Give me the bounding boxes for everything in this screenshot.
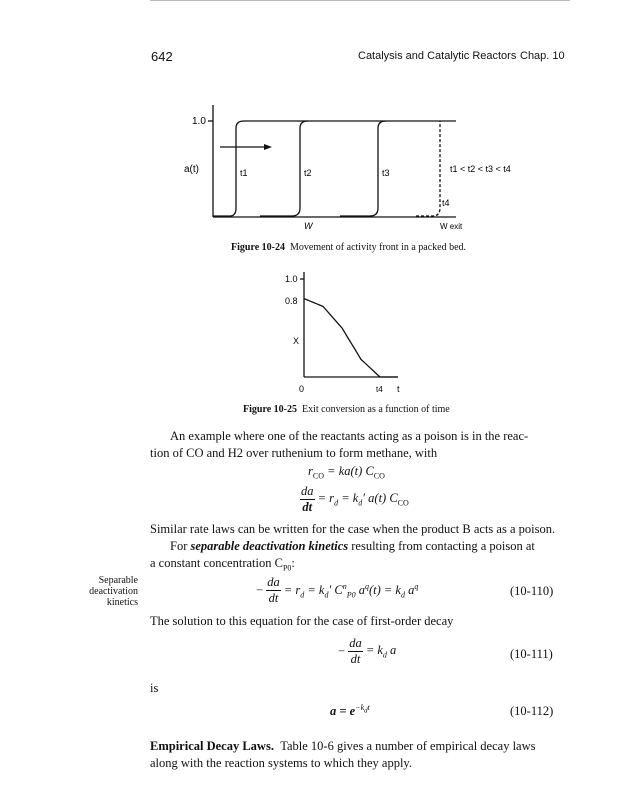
fig25-conversion-curve [304, 299, 398, 377]
fig25-x-label: t [397, 384, 400, 394]
eq-number-111: (10-111) [510, 647, 553, 661]
empirical-line1: Empirical Decay Laws. Table 10-6 gives a number of empirical decay laws [150, 739, 536, 753]
fig25-caption-label: Figure 10-25 [243, 404, 297, 415]
fig24-caption [231, 242, 466, 253]
top-rule [150, 0, 570, 1]
fig24-curve-t1 [213, 121, 456, 216]
empirical-heading: Empirical Decay Laws. [150, 739, 274, 753]
fig24-y-label: a(t) [184, 164, 199, 175]
fig25-y-tick-08: 0.8 [285, 296, 298, 306]
paragraph-1 [150, 428, 558, 462]
separable-kinetics-term: separable deactivation kinetics [190, 539, 349, 553]
running-title: Catalysis and Catalytic Reactors [358, 50, 517, 62]
fig24-label-t3: t3 [382, 168, 390, 178]
chapter-label: Chap. 10 [520, 50, 565, 62]
fig25-caption-text: Exit conversion as a function of time [301, 404, 450, 415]
equation-dadt: $\frac{da}{dt}$ = $r_d = k_d'$ a(t) $C_{CO}$ [301, 484, 409, 514]
eq-number-112: (10-112) [510, 704, 554, 718]
word-is: is [150, 681, 159, 695]
equation-10-111: − $\frac{da}{dt}$ = $k_d$ a [338, 636, 397, 666]
paragraph-2: Similar rate laws can be written for the case when the product B acts as a poison. [150, 522, 556, 536]
fig24-caption-label: Figure 10-24 [231, 242, 285, 253]
figure-10-25 [280, 268, 410, 398]
fig25-x-t4: t4 [376, 385, 383, 394]
fig24-caption-text: Movement of activity front in a packed bed. [289, 242, 467, 253]
fig24-inequality: t1 < t2 < t3 < t4 [450, 164, 511, 174]
figure-10-24 [160, 100, 560, 235]
fig25-y-label: X [293, 336, 300, 346]
fig24-label-t1: t1 [240, 168, 248, 178]
fig24-label-t2: t2 [304, 168, 312, 178]
paragraph-empirical [150, 738, 560, 772]
para3-line2: a constant concentration $C_{P0}$: [150, 556, 295, 573]
para1-line1: An example where one of the reactants acting as a poison is in the reac- [170, 429, 529, 443]
fig24-y-tick: 1.0 [192, 116, 206, 127]
equation-10-112: $a = e^{-k_dt}$ [330, 703, 370, 719]
para1-line2: tion of CO and H2 over ruthenium to form methane, with [150, 446, 438, 460]
equation-rco: $r_{CO} = ka(t)$ $C_{CO}$ [308, 464, 385, 481]
fig24-arrowhead [264, 144, 272, 150]
page-number: 642 [151, 49, 173, 64]
fig25-x-origin: 0 [299, 384, 305, 394]
equation-10-110: − $\frac{da}{dt}$ = $r_d = k_d'$ $C^n_{P0}$ $a^q(t) = k_d$ $a^q$ [256, 575, 419, 605]
fig24-x-label: W [304, 221, 313, 231]
fig25-caption [243, 404, 450, 415]
para3-line1: For separable deactivation kinetics resulting from contacting a poison at [170, 539, 535, 553]
fig24-x-end-label: W exit [440, 222, 463, 231]
eq-number-110: (10-110) [510, 584, 554, 598]
paragraph-4: The solution to this equation for the case of first-order decay [150, 614, 454, 628]
fig24-curve-t4 [416, 121, 440, 216]
fig24-curve-t3 [340, 121, 386, 216]
empirical-line2: along with the reaction systems to which they apply. [150, 756, 412, 770]
fig24-curve-t2 [260, 121, 308, 216]
paragraph-3 [150, 538, 560, 577]
fig25-y-tick-1: 1.0 [285, 274, 298, 284]
margin-note: Separable deactivation kinetics [89, 575, 138, 608]
fig24-label-t4: t4 [442, 198, 450, 208]
